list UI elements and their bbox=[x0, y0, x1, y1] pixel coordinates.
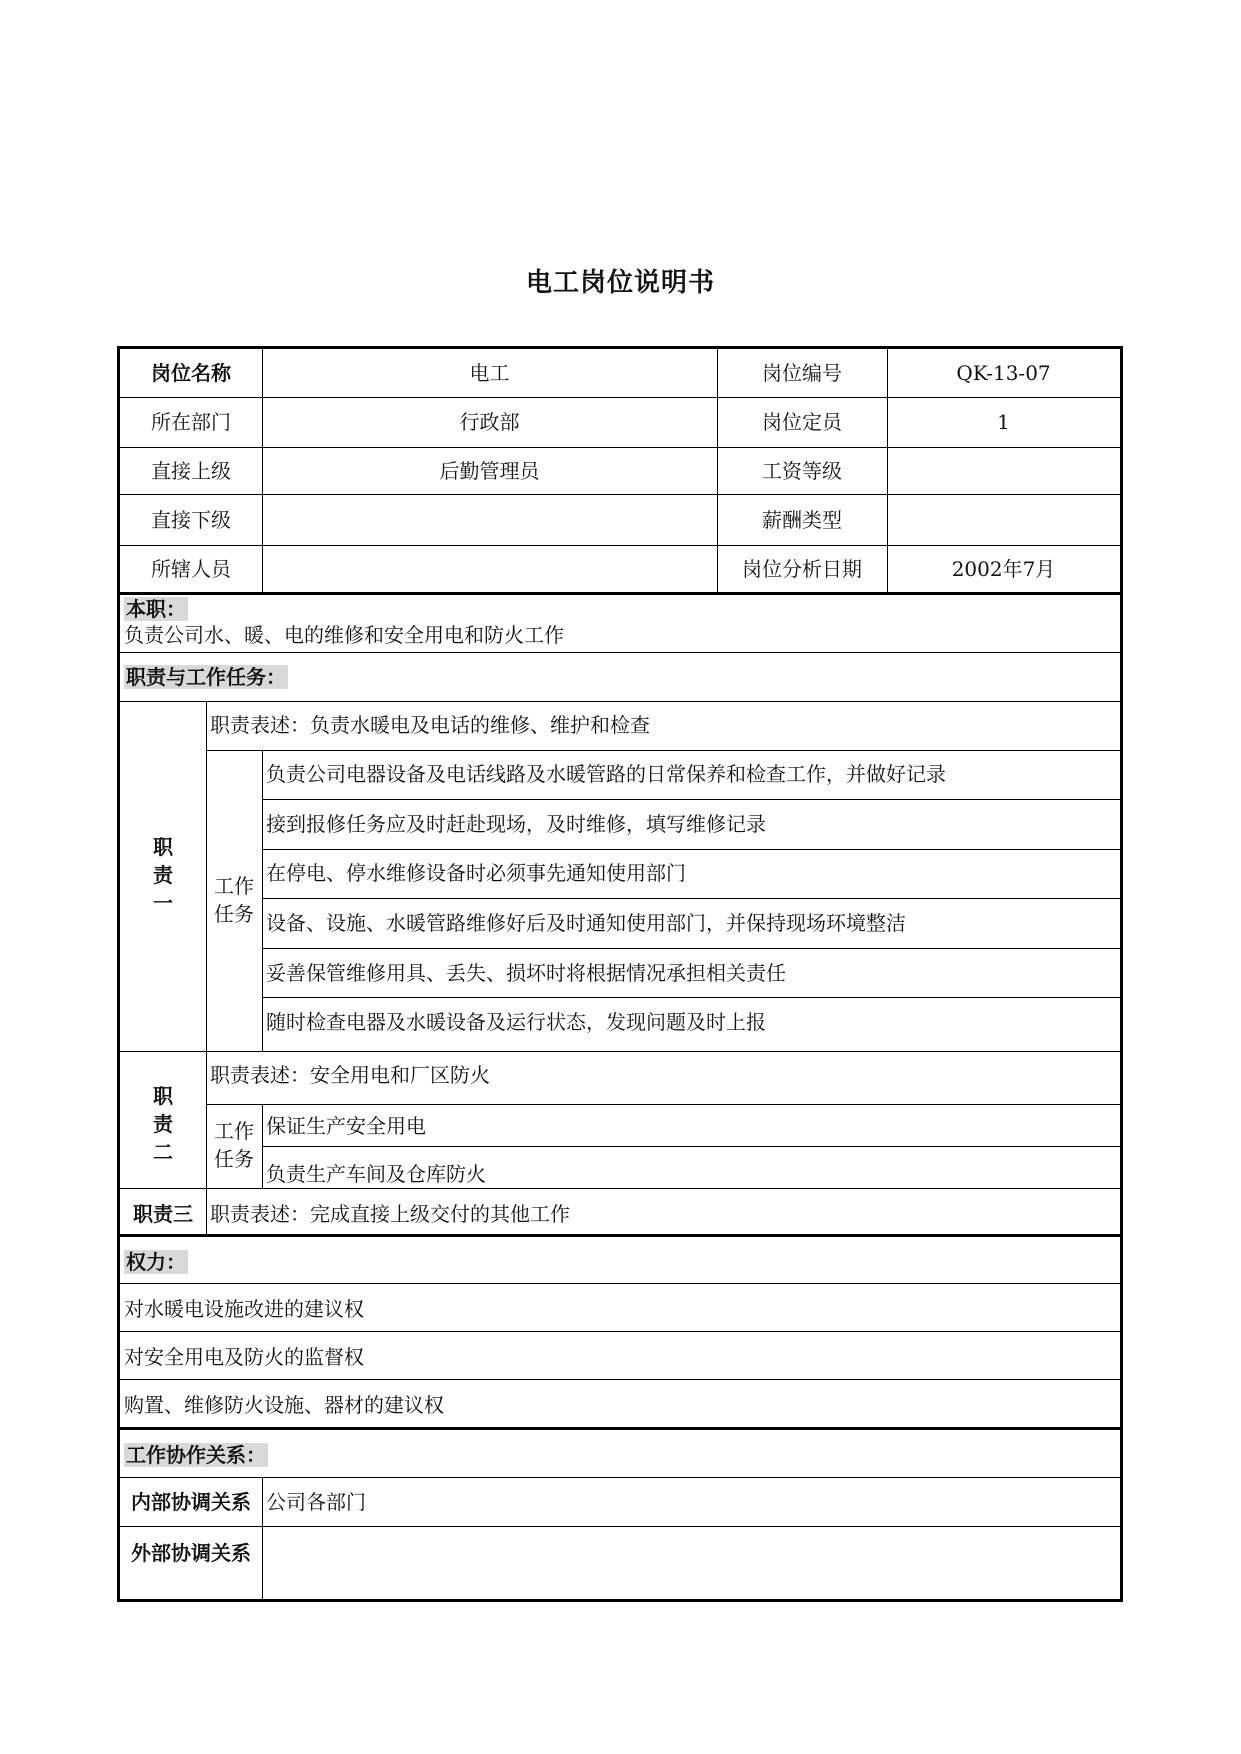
headcount-label: 岗位定员 bbox=[762, 410, 842, 434]
department-label: 所在部门 bbox=[151, 410, 231, 434]
cooperation-label: 工作协作关系： bbox=[126, 1443, 266, 1467]
internal-coordination-value: 公司各部门 bbox=[266, 1490, 366, 1514]
analysis-date-label: 岗位分析日期 bbox=[742, 557, 862, 581]
authority-item-2: 对安全用电及防火的监督权 bbox=[124, 1345, 364, 1369]
authority-label: 权力： bbox=[126, 1250, 186, 1274]
job-description-table bbox=[117, 346, 1123, 1602]
duty2-task-label: 工作 任务 bbox=[214, 1119, 254, 1171]
staff-label: 所辖人员 bbox=[151, 557, 231, 581]
analysis-date-value: 2002年7月 bbox=[951, 557, 1056, 581]
duty1-task-label: 工作 任务 bbox=[214, 874, 254, 926]
duty1-task-3: 在停电、停水维修设备时必须事先通知使用部门 bbox=[266, 861, 686, 885]
duty1-statement: 职责表述：负责水暖电及电话的维修、维护和检查 bbox=[210, 713, 650, 737]
headcount-value: 1 bbox=[997, 410, 1010, 434]
duty3-statement: 职责表述：完成直接上级交付的其他工作 bbox=[210, 1202, 570, 1226]
authority-item-3: 购置、维修防火设施、器材的建议权 bbox=[124, 1393, 444, 1417]
duty2-task-2: 负责生产车间及仓库防火 bbox=[266, 1162, 486, 1186]
wage-grade-label: 工资等级 bbox=[762, 459, 842, 483]
duty-label: 本职： bbox=[126, 597, 186, 621]
superior-label: 直接上级 bbox=[151, 459, 231, 483]
external-coordination-label: 外部协调关系 bbox=[131, 1541, 251, 1565]
position-code-value: QK-13-07 bbox=[956, 361, 1051, 385]
position-name-value: 电工 bbox=[469, 361, 510, 385]
position-name-label: 岗位名称 bbox=[151, 361, 231, 385]
duty1-name: 职 责 一 bbox=[153, 835, 173, 915]
internal-coordination-label: 内部协调关系 bbox=[131, 1490, 251, 1514]
duty1-task-5: 妥善保管维修用具、丢失、损坏时将根据情况承担相关责任 bbox=[266, 961, 786, 985]
duty2-task-1: 保证生产安全用电 bbox=[266, 1114, 426, 1138]
duty1-task-2: 接到报修任务应及时赶赴现场，及时维修，填写维修记录 bbox=[266, 812, 766, 836]
superior-value: 后勤管理员 bbox=[439, 459, 540, 483]
duty1-task-6: 随时检查电器及水暖设备及运行状态，发现问题及时上报 bbox=[266, 1010, 766, 1034]
duty2-statement: 职责表述：安全用电和厂区防火 bbox=[210, 1063, 490, 1087]
page-title: 电工岗位说明书 bbox=[525, 268, 715, 298]
duty1-task-4: 设备、设施、水暖管路维修好后及时通知使用部门，并保持现场环境整洁 bbox=[266, 911, 906, 935]
duty2-name: 职 责 二 bbox=[153, 1084, 173, 1164]
authority-item-1: 对水暖电设施改进的建议权 bbox=[124, 1297, 364, 1321]
department-value: 行政部 bbox=[459, 410, 520, 434]
responsibilities-label: 职责与工作任务： bbox=[126, 665, 286, 689]
duty-text: 负责公司水、暖、电的维修和安全用电和防火工作 bbox=[124, 623, 564, 647]
duty3-name: 职责三 bbox=[133, 1202, 193, 1226]
subordinate-label: 直接下级 bbox=[151, 508, 231, 532]
position-code-label: 岗位编号 bbox=[762, 361, 842, 385]
pay-type-label: 薪酬类型 bbox=[762, 508, 842, 532]
duty1-task-1: 负责公司电器设备及电话线路及水暖管路的日常保养和检查工作，并做好记录 bbox=[266, 762, 946, 786]
